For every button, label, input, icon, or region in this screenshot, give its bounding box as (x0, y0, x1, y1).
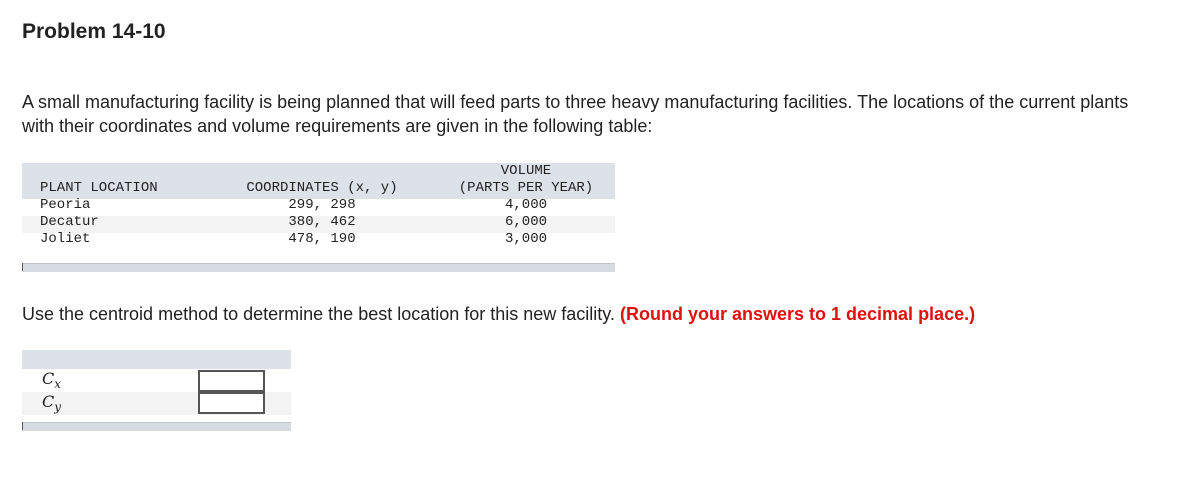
cy-label-main: C (42, 392, 55, 411)
plant-data-table (22, 163, 615, 271)
question-text (22, 302, 975, 326)
header-coordinates: COORDINATES (x, y) (246, 180, 398, 196)
header-plant-location: PLANT LOCATION (40, 180, 158, 196)
cy-answer-input[interactable] (198, 392, 265, 414)
problem-title: Problem 14-10 (22, 20, 166, 43)
cell-coordinates-joliet: 478, 190 (288, 231, 356, 247)
answer-table (22, 350, 291, 432)
table-footer-tick (22, 263, 23, 271)
cy-label (42, 392, 61, 414)
answer-table-footer-tick (22, 422, 23, 430)
problem-intro: A small manufacturing facility is being planned that will feed parts to three heavy manufacturing facilities. The locations of the current plants with their coordinates and volume requirements are given in the following table: (22, 92, 1129, 136)
cx-label-main: C (42, 369, 55, 388)
cell-plant-peoria: Peoria (40, 197, 91, 213)
cy-label-sub: y (54, 400, 62, 415)
header-volume: VOLUME (500, 163, 552, 179)
cell-coordinates-peoria: 299, 298 (288, 197, 356, 213)
table-footer (22, 263, 615, 272)
answer-table-header (22, 350, 291, 369)
cell-plant-joliet: Joliet (40, 231, 91, 247)
cell-volume-peoria: 4,000 (504, 197, 547, 213)
rounding-instruction: (Round your answers to 1 decimal place.) (620, 304, 976, 324)
cell-volume-joliet: 3,000 (504, 231, 547, 247)
cx-label (42, 369, 61, 391)
cell-coordinates-decatur: 380, 462 (288, 214, 356, 230)
answer-table-footer (22, 422, 291, 431)
cx-label-sub: x (54, 377, 62, 392)
question-body: Use the centroid method to determine the best location for this new facility. (22, 304, 615, 324)
cell-volume-decatur: 6,000 (504, 214, 547, 230)
header-volume-unit: (PARTS PER YEAR) (458, 180, 594, 196)
cell-plant-decatur: Decatur (40, 214, 99, 230)
cx-answer-input[interactable] (198, 370, 265, 392)
